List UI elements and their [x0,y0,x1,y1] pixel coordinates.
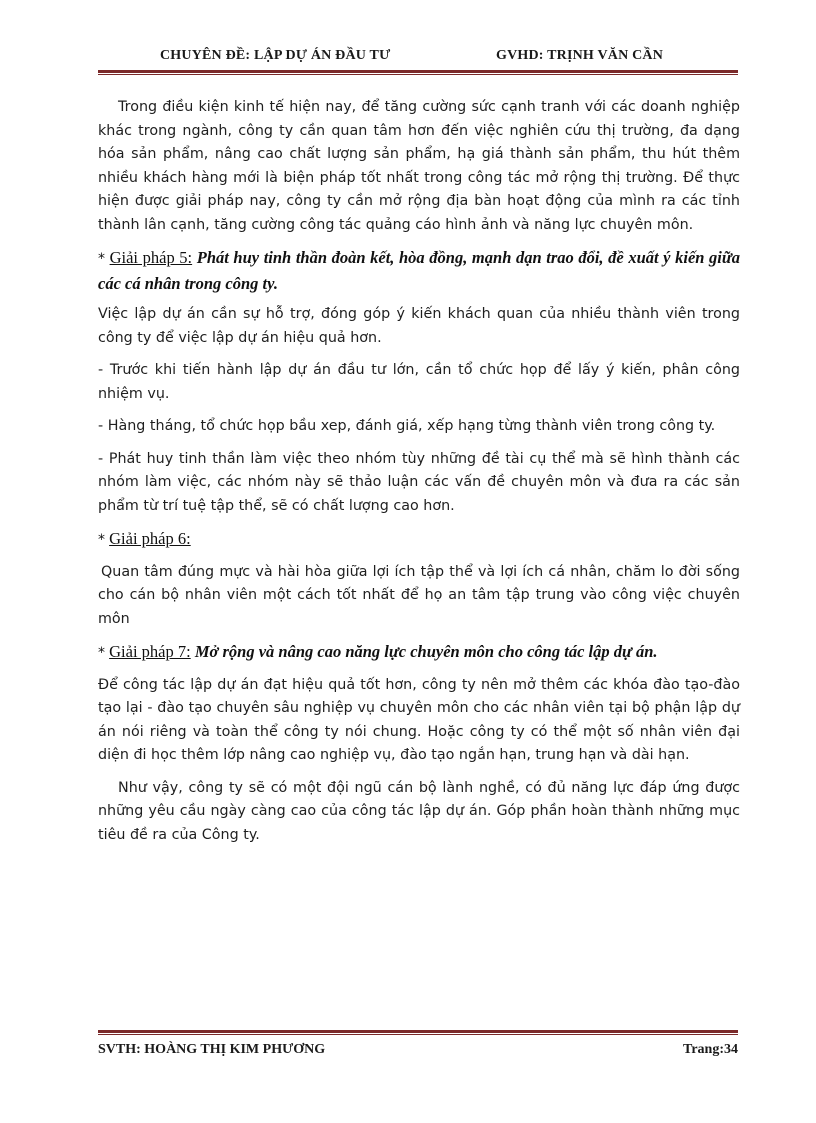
solution-5-paragraph: Việc lập dự án cần sự hỗ trợ, đóng góp ý kiến khách quan của nhiều thành viên trong công ty để việc lập dự án hiệu quả hơn. [98,306,740,346]
header-instructor: GVHD: TRỊNH VĂN CẦN [496,48,664,63]
header-rule [98,70,738,75]
bullet-star: * [98,532,105,548]
solution-7-paragraph: Để công tác lập dự án đạt hiệu quả tốt hơn, công ty nên mở thêm các khóa đào tạo-đào tạo lại - đào tạo chuyên sâu nghiệp vụ chuyên môn cho các nhân viên tại bộ phận lập dự án nói riêng và toàn thể công ty nói chung. Hoặc công ty có thể một số nhân viên đại diện đi học thêm lớp nâng cao nghiệp vụ, đào tạo ngắn hạn, trung hạn và dài hạn. [98,676,740,763]
solution-7-title: Mở rộng và nâng cao năng lực chuyên môn cho công tác lập dự án. [194,642,658,661]
page-footer [98,1042,738,1062]
header-topic: CHUYÊN ĐỀ: LẬP DỰ ÁN ĐẦU TƯ [160,48,391,63]
footer-student: SVTH: HOÀNG THỊ KIM PHƯƠNG [98,1042,326,1057]
page-body [98,96,740,856]
solution-6-heading [98,527,740,553]
solution-5-bullet: - Phát huy tinh thần làm việc theo nhóm tùy những đề tài cụ thể mà sẽ hình thành các nhóm làm việc, các nhóm này sẽ thảo luận các vấn đề chuyên môn và đưa ra các sản phẩm từ trí tuệ tập thể, sẽ có chất lượng cao hơn. [98,450,740,514]
footer-rule [98,1030,738,1035]
page-number: Trang:34 [683,1042,738,1057]
bullet-star: * [98,251,105,267]
solution-6-label: Giải pháp 6: [109,529,191,548]
solution-5-bullet: - Trước khi tiến hành lập dự án đầu tư lớn, cần tổ chức họp để lấy ý kiến, phân công nhiệm vụ. [98,362,740,402]
solution-7-label: Giải pháp 7: [109,642,191,661]
solution-5-heading [98,246,740,295]
conclusion-paragraph: Như vậy, công ty sẽ có một đội ngũ cán bộ lành nghề, có đủ năng lực đáp ứng được những yêu cầu ngày càng cao của công tác lập dự án. Góp phần hoàn thành những mục tiêu đề ra của Công ty. [98,779,740,843]
solution-5-label: Giải pháp 5: [109,248,193,267]
solution-7-heading [98,640,740,666]
solution-5-bullet: - Hàng tháng, tổ chức họp bầu xep, đánh giá, xếp hạng từng thành viên trong công ty. [98,418,716,434]
intro-paragraph: Trong điều kiện kinh tế hiện nay, để tăng cường sức cạnh tranh với các doanh nghiệp khác trong ngành, công ty cần quan tâm hơn đến việc nghiên cứu thị trường, đa dạng hóa sản phẩm, nâng cao chất lượng sản phẩm, hạ giá thành sản phẩm, thu hút thêm nhiều khách hàng mới là biện pháp tốt nhất trong công tác mở rộng thị trường. Để thực hiện được giải pháp nay, công ty cần mở rộng địa bàn hoạt động của mình ra các tỉnh thành lân cạnh, tăng cường công tác quảng cáo hình ảnh và năng lực chuyên môn. [98,99,740,233]
bullet-star: * [98,645,105,661]
solution-6-paragraph: Quan tâm đúng mực và hài hòa giữa lợi ích tập thể và lợi ích cá nhân, chăm lo đời sống cho cán bộ nhân viên một cách tốt nhất để họ an tâm tập trung vào công việc chuyên môn [98,563,740,627]
page-header [98,48,738,70]
solution-5-title: Phát huy tinh thần đoàn kết, hòa đồng, mạnh dạn trao đổi, đề xuất ý kiến giữa các cá nhân trong công ty. [98,248,741,293]
